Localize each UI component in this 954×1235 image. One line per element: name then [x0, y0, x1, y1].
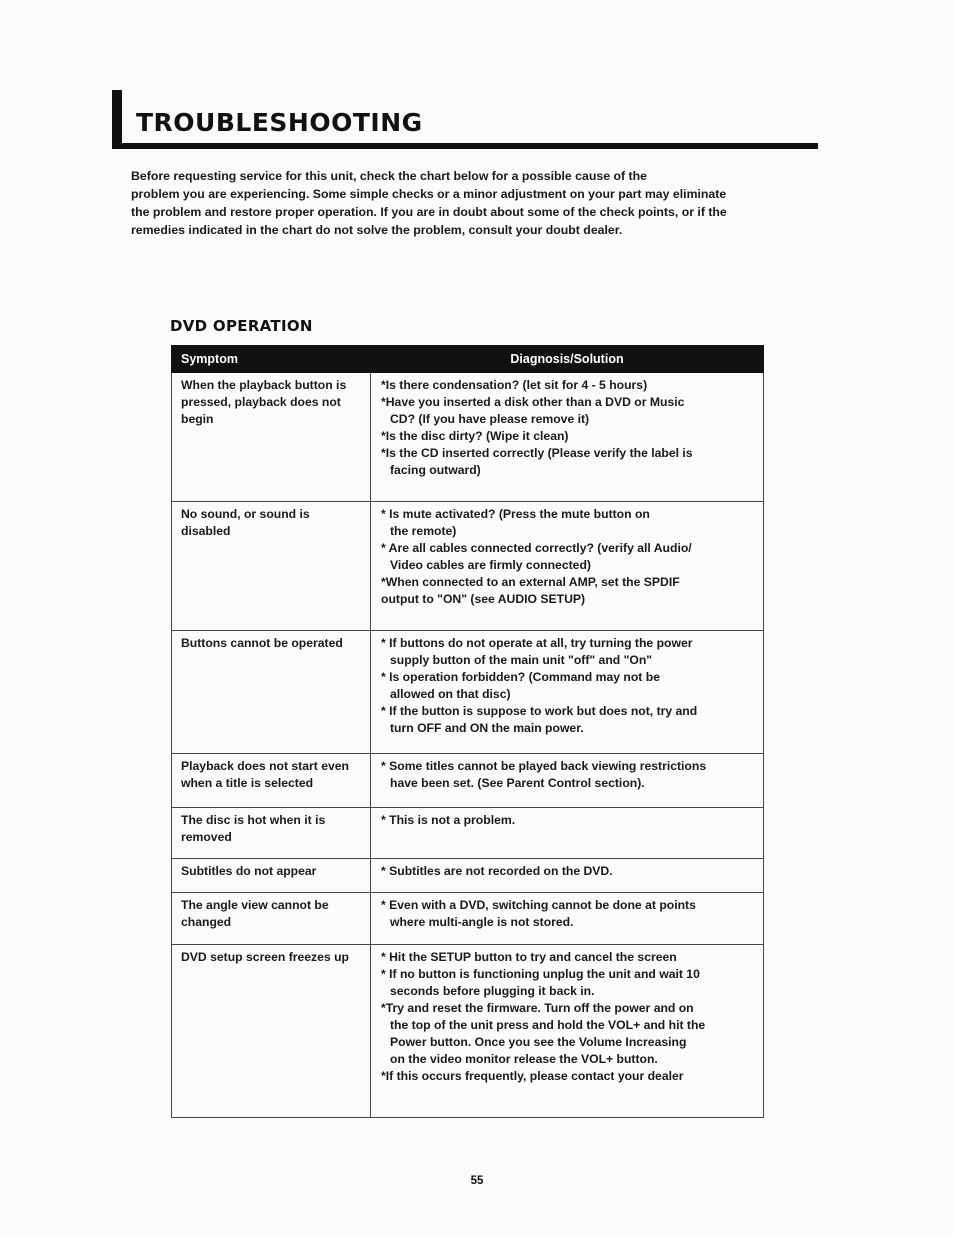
solution-line: * Even with a DVD, switching cannot be done at points	[381, 898, 696, 912]
solution-line: CD? (If you have please remove it)	[390, 412, 590, 426]
symptom-line: DVD setup screen freezes up	[181, 950, 349, 964]
symptom-line: removed	[181, 830, 232, 844]
solution-line: facing outward)	[390, 463, 481, 477]
symptom-line: Playback does not start even	[181, 759, 349, 773]
solution-cell	[371, 859, 764, 893]
solution-line: have been set. (See Parent Control section).	[390, 776, 645, 790]
solution-cell	[371, 373, 764, 502]
symptom-cell	[172, 631, 371, 754]
solution-line: the remote)	[390, 524, 457, 538]
title-block	[112, 90, 818, 150]
symptom-line: The disc is hot when it is	[181, 813, 326, 827]
solution-line: * Some titles cannot be played back viewing restrictions	[381, 759, 707, 773]
page-number: 55	[470, 1175, 484, 1187]
symptom-line: The angle view cannot be	[181, 898, 329, 912]
solution-header: Diagnosis/Solution	[371, 346, 764, 373]
symptom-line: pressed, playback does not	[181, 395, 341, 409]
solution-line: * If buttons do not operate at all, try turning the power	[381, 636, 693, 650]
table-row	[172, 373, 764, 502]
title-rule	[112, 143, 818, 149]
solution-line: *Is there condensation? (let sit for 4 - 5 hours)	[381, 378, 648, 392]
solution-line: * Are all cables connected correctly? (verify all Audio/	[381, 541, 692, 555]
symptom-cell	[172, 859, 371, 893]
intro-line: problem you are experiencing. Some simple checks or a minor adjustment on your part may eliminate	[131, 187, 727, 201]
solution-line: *If this occurs frequently, please contact your dealer	[381, 1069, 684, 1083]
symptom-cell	[172, 373, 371, 502]
symptom-cell	[172, 502, 371, 631]
symptom-cell	[172, 893, 371, 945]
solution-line: * If the button is suppose to work but does not, try and	[381, 704, 698, 718]
table-row	[172, 859, 764, 893]
solution-line: Power button. Once you see the Volume Increasing	[390, 1035, 687, 1049]
solution-line: *Try and reset the firmware. Turn off the power and on	[381, 1001, 694, 1015]
symptom-line: No sound, or sound is	[181, 507, 310, 521]
symptom-cell	[172, 808, 371, 859]
symptom-line: disabled	[181, 524, 231, 538]
solution-line: * This is not a problem.	[381, 813, 516, 827]
symptom-header: Symptom	[172, 346, 371, 373]
symptom-line: When the playback button is	[181, 378, 347, 392]
solution-line: * Hit the SETUP button to try and cancel the screen	[381, 950, 677, 964]
solution-line: * Subtitles are not recorded on the DVD.	[381, 864, 613, 878]
table-body	[172, 373, 764, 1118]
solution-line: * Is mute activated? (Press the mute button on	[381, 507, 650, 521]
solution-cell	[371, 754, 764, 808]
table-row	[172, 754, 764, 808]
solution-line: allowed on that disc)	[390, 687, 511, 701]
table-row	[172, 631, 764, 754]
solution-line: *When connected to an external AMP, set the SPDIF	[381, 575, 680, 589]
solution-line: output to "ON" (see AUDIO SETUP)	[381, 592, 586, 606]
solution-line: the top of the unit press and hold the VOL+ and hit the	[390, 1018, 706, 1032]
table-row	[172, 945, 764, 1118]
section-title: DVD OPERATION	[170, 317, 313, 335]
table-row	[172, 808, 764, 859]
solution-cell	[371, 631, 764, 754]
solution-cell	[371, 893, 764, 945]
solution-line: * Is operation forbidden? (Command may not be	[381, 670, 660, 684]
page-title: TROUBLESHOOTING	[136, 108, 423, 137]
symptom-cell	[172, 754, 371, 808]
table-header-row	[172, 346, 764, 373]
solution-line: Video cables are firmly connected)	[390, 558, 591, 572]
table-row	[172, 893, 764, 945]
symptom-line: Subtitles do not appear	[181, 864, 317, 878]
solution-cell	[371, 945, 764, 1118]
symptom-line: Buttons cannot be operated	[181, 636, 343, 650]
title-vertical-bar	[112, 90, 122, 146]
intro-line: Before requesting service for this unit, check the chart below for a possible cause of the	[131, 169, 647, 183]
symptom-line: when a title is selected	[181, 776, 314, 790]
solution-line: turn OFF and ON the main power.	[390, 721, 584, 735]
solution-cell	[371, 502, 764, 631]
symptom-line: begin	[181, 412, 214, 426]
intro-paragraph	[131, 167, 771, 239]
solution-line: *Have you inserted a disk other than a DVD or Music	[381, 395, 685, 409]
troubleshooting-table	[171, 345, 764, 1118]
symptom-line: changed	[181, 915, 232, 929]
solution-line: on the video monitor release the VOL+ button.	[390, 1052, 658, 1066]
solution-cell	[371, 808, 764, 859]
table-row	[172, 502, 764, 631]
solution-line: * If no button is functioning unplug the unit and wait 10	[381, 967, 700, 981]
solution-line: *Is the CD inserted correctly (Please verify the label is	[381, 446, 693, 460]
solution-line: *Is the disc dirty? (Wipe it clean)	[381, 429, 569, 443]
symptom-cell	[172, 945, 371, 1118]
solution-line: where multi-angle is not stored.	[390, 915, 574, 929]
intro-line: the problem and restore proper operation. If you are in doubt about some of the check points, or if the	[131, 205, 727, 219]
intro-line: remedies indicated in the chart do not solve the problem, consult your doubt dealer.	[131, 223, 623, 237]
solution-line: seconds before plugging it back in.	[390, 984, 595, 998]
solution-line: supply button of the main unit "off" and "On"	[390, 653, 653, 667]
